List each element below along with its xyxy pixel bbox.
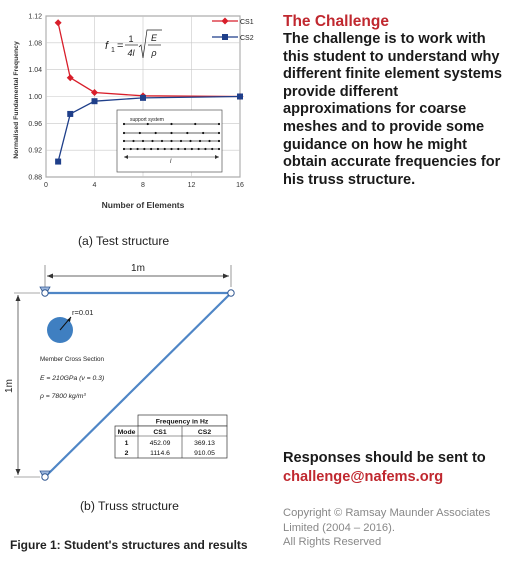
y-tick-label: 1.04: [28, 67, 42, 75]
inset-node: [186, 132, 188, 134]
truss-diagram: [0, 255, 262, 495]
cross-section: [39, 308, 105, 400]
support-inset: [117, 110, 222, 172]
caption-test-structure: (a) Test structure: [78, 234, 170, 248]
inset-node: [218, 132, 220, 134]
data-point-cs2: [237, 94, 243, 100]
table-cell: 452.09: [149, 440, 171, 447]
figure-caption: Figure 1: Student's structures and results: [10, 538, 248, 552]
inset-node: [211, 148, 213, 150]
y-tick-label: 0.88: [28, 174, 42, 182]
challenge-title: The Challenge: [283, 13, 389, 30]
legend-marker-cs2: [222, 34, 228, 40]
table-header-mode: Mode: [117, 429, 136, 436]
span-label: 1m: [131, 263, 145, 274]
copyright-text: [283, 506, 508, 550]
inset-node: [218, 148, 220, 150]
legend-label-cs1: CS1: [240, 19, 254, 26]
inset-node: [142, 140, 144, 142]
material-rho: ρ = 7800 kg/m³: [40, 393, 86, 400]
x-tick-label: 16: [236, 182, 244, 189]
svg-text:4l: 4l: [127, 48, 135, 58]
inset-length-label: l: [170, 159, 172, 165]
inset-node: [198, 148, 200, 150]
node-top-right: [228, 290, 234, 296]
inset-node: [218, 140, 220, 142]
x-tick-label: 0: [44, 182, 48, 189]
inset-node: [164, 148, 166, 150]
inset-node: [143, 148, 145, 150]
inset-node: [180, 140, 182, 142]
copyright-line: Copyright © Ramsay Maunder Associates: [283, 507, 491, 519]
inset-node: [123, 132, 125, 134]
inset-node: [130, 148, 132, 150]
table-title: Frequency in Hz: [155, 418, 209, 426]
material-e: E = 210GPa (ν = 0.3): [40, 375, 105, 382]
inset-node: [191, 148, 193, 150]
inset-node: [189, 140, 191, 142]
inset-node: [161, 140, 163, 142]
y-axis-title: Normalised Fundamental Frequency: [13, 41, 20, 159]
svg-text:=: =: [117, 40, 124, 52]
inset-node: [170, 140, 172, 142]
inset-node: [136, 148, 138, 150]
frequency-table: [115, 415, 227, 458]
svg-text:ρ: ρ: [151, 48, 157, 58]
inset-node: [150, 148, 152, 150]
height-dimension: [4, 293, 40, 477]
height-label: 1m: [4, 379, 15, 393]
span-dimension: [45, 263, 231, 287]
challenge-body: The challenge is to work with this student to understand why different finite element systems provide different approximations for coarse meshes and to provide some guidance on how he might obtain accurate frequencies for his truss structure.: [283, 31, 502, 188]
svg-text:E: E: [150, 33, 158, 43]
svg-text:f: f: [105, 40, 109, 52]
svg-text:1: 1: [128, 34, 134, 44]
inset-node: [170, 132, 172, 134]
caption-truss-structure: (b) Truss structure: [80, 499, 179, 513]
data-point-cs2: [92, 98, 98, 104]
y-tick-label: 0.92: [28, 147, 42, 155]
inset-node: [184, 148, 186, 150]
x-tick-labels: [44, 182, 244, 189]
table-header-cs1: CS1: [153, 429, 167, 436]
y-tick-label: 1.00: [28, 94, 42, 101]
legend-label-cs2: CS2: [240, 35, 254, 42]
y-tick-label: 1.08: [28, 40, 42, 48]
inset-node: [139, 132, 141, 134]
y-tick-label: 0.96: [28, 120, 42, 128]
support-bottom-left: [40, 471, 50, 480]
inset-node: [123, 148, 125, 150]
table-cell: 2: [124, 450, 129, 457]
table-cell: 1114.6: [150, 450, 170, 457]
responses-text: Responses should be sent to: [283, 450, 486, 466]
inset-node: [204, 148, 206, 150]
copyright-line: Limited (2004 – 2016).: [283, 521, 395, 534]
inset-node: [155, 132, 157, 134]
data-point-cs2: [67, 111, 73, 117]
inset-node: [194, 123, 196, 125]
table-cell: 910.05: [194, 450, 215, 457]
x-tick-label: 12: [187, 182, 196, 189]
table-header-cs2: CS2: [197, 429, 212, 436]
y-tick-label: 1.12: [28, 13, 42, 21]
radius-label: r=0.01: [72, 308, 94, 317]
table-cell: 369.13: [194, 440, 215, 447]
inset-node: [157, 148, 159, 150]
inset-node: [132, 140, 134, 142]
email-link[interactable]: challenge@nafems.org: [283, 469, 444, 485]
inset-node: [199, 140, 201, 142]
x-tick-label: 4: [92, 182, 97, 189]
support-top-left: [40, 287, 50, 296]
svg-text:1: 1: [111, 47, 115, 54]
support-system-label: support system: [130, 117, 164, 123]
inset-node: [123, 140, 125, 142]
inset-node: [218, 123, 220, 125]
inset-node: [147, 123, 149, 125]
y-tick-labels: [28, 14, 42, 182]
x-axis-title: Number of Elements: [101, 200, 185, 210]
x-tick-label: 8: [141, 182, 145, 189]
inset-node: [123, 123, 125, 125]
section-label: Member Cross Section: [40, 356, 105, 363]
inset-node: [208, 140, 210, 142]
inset-node: [177, 148, 179, 150]
data-point-cs2: [55, 159, 61, 165]
inset-node: [170, 148, 172, 150]
frequency-chart: [0, 0, 262, 225]
copyright-line: All Rights Reserved: [283, 536, 382, 548]
inset-node: [202, 132, 204, 134]
data-point-cs2: [140, 95, 146, 101]
inset-node: [170, 123, 172, 125]
table-cell: 1: [124, 440, 129, 447]
inset-node: [151, 140, 153, 142]
